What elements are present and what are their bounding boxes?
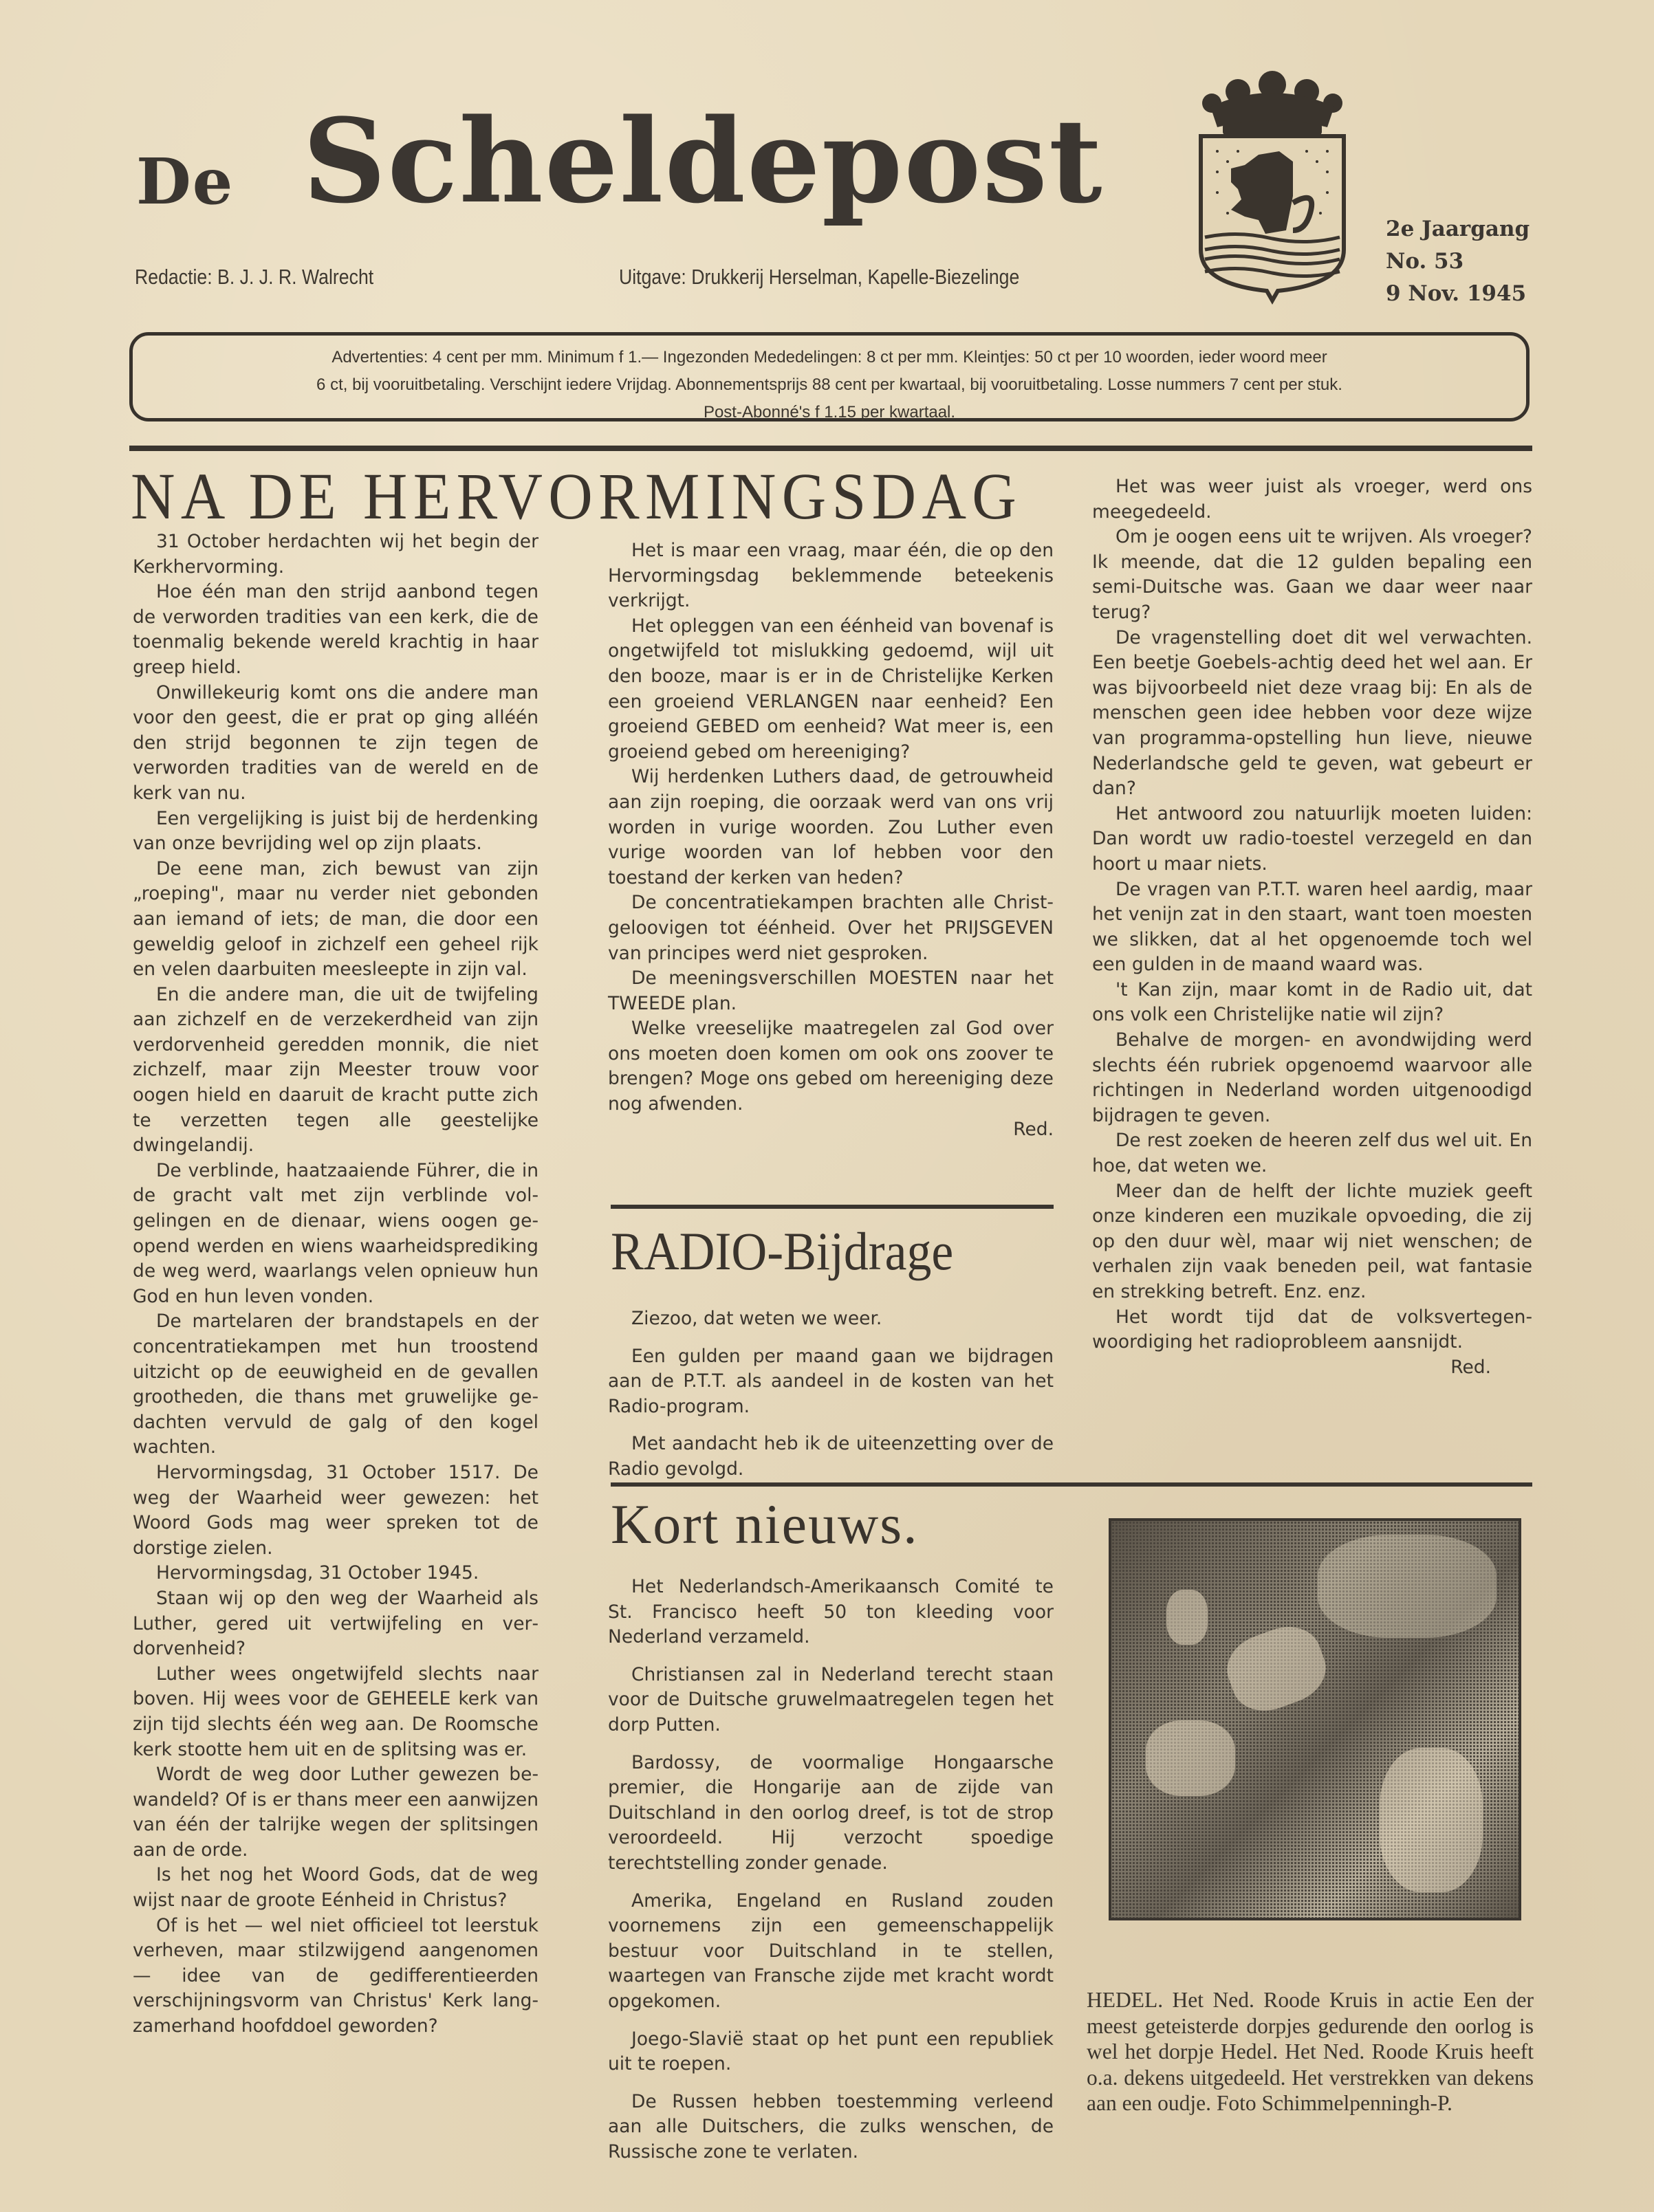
issue-number: No. 53 <box>1386 249 1464 274</box>
paragraph: De rest zoeken de heeren zelf dus wel uit. En hoe, dat weten we. <box>1092 1130 1532 1177</box>
rates-line: 6 ct, bij vooruitbetaling. Verschijnt iedere Vrijdag. Abonnementsprijs 88 cent per kwartaal, bij vooruitbetaling. Losse nummers 7 cent per stuk. <box>316 375 1342 394</box>
article-column-3 <box>1092 474 1532 1380</box>
news-item: De Russen hebben toestemming verleend aan alle Duitschers, die zulks wenschen, de Russische zone te verlaten. <box>608 2090 1054 2162</box>
paragraph: Met aandacht heb ik de uiteenzetting over de Radio gevolgd. <box>608 1433 1054 1480</box>
paragraph: De concentratiekampen brachten alle Christ-geloovigen tot éénheid. Over het PRIJSGEVEN van principes werd niet gesproken. <box>608 892 1054 964</box>
paragraph: Hervormingsdag, 31 October 1945. <box>156 1562 479 1584</box>
photo-highlight <box>1318 1535 1497 1638</box>
signature: Red. <box>1450 1356 1491 1378</box>
paragraph: De eene man, zich bewust van zijn „roeping", maar nu verder niet gebonden aan iemand of iets; de man, die door een geweldig geloof in zichzelf een geheel rijk en velen daarbuiten meesleepte in zijn val. <box>133 857 538 981</box>
paragraph: De martelaren der brandstapels en der concentratiekampen met hun troostend uitzicht op de eeuwigheid en de gevallen grootheden, die thans met gruwelijke gedachten vervuld de galg of den kogel wachten. <box>133 1311 538 1458</box>
halftone-photo-icon <box>1109 1518 1521 1920</box>
photo-caption: HEDEL. Het Ned. Roode Kruis in actie Een der meest geteisterde dorpjes gedurende den oorlog is wel het dorpje Hedel. Het Ned. Roode Kruis heeft o.a. dekens uitgedeeld. Het verstrekken van dekens aan een oudje. Foto Schimmelpenningh-P. <box>1087 1988 1534 2115</box>
paragraph: Onwillekeurig komt ons die andere man voor den geest, die er prat op ging alléén den strijd begonnen te zijn tegen de verworden tradities van de wereld en de kerk van nu. <box>133 681 538 804</box>
photo-highlight <box>1380 1748 1483 1892</box>
short-news-body <box>608 1575 1054 2177</box>
radio-headline: RADIO-Bijdrage <box>611 1221 954 1281</box>
news-item: Bardossy, de voormalige Hongaarsche premier, die Hongarije aan de zijde van Duitschland in den oorlog dreef, is tot de strop veroordeeld. Hij verzocht spoedige terechtstelling zonder genade. <box>608 1751 1054 1874</box>
paragraph: De vragen van P.T.T. waren heel aardig, maar het venijn zat in den staart, want toen moesten we slikken, dat al het opgenoemde toch wel een gulden in de maand waard was. <box>1092 878 1532 976</box>
zeeland-coat-of-arms-icon <box>1190 65 1355 306</box>
rates-line: Advertenties: 4 cent per mm. Minimum f 1.— Ingezonden Mededelingen: 8 ct per mm. Kleintjes: 50 ct per 10 woorden, ieder woord meer <box>331 348 1327 366</box>
paragraph: Hervormingsdag, 31 October 1517. De weg der Waarheid weer gewezen: het Woord Gods mag weer spreken tot de dorstige zielen. <box>133 1461 538 1559</box>
volume: 2e Jaargang <box>1386 217 1530 241</box>
paragraph: Om je oogen eens uit te wrijven. Als vroeger? Ik meende, dat die 12 gulden bepaling een semi-Duitsche was. Gaan we daar weer naar terug? <box>1092 526 1532 623</box>
paragraph: Het antwoord zou natuurlijk moeten luiden: Dan wordt uw radio-toestel verzegeld en dan hoort u maar niets. <box>1092 802 1532 875</box>
paragraph: Het wordt tijd dat de volksvertegenwoordiging het radioprobleem aansnijdt. <box>1092 1306 1532 1353</box>
paragraph: Welke vreeselijke maatregelen zal God over ons moeten doen komen om ook ons zoover te brengen? Moge ons gebed om hereeniging deze nog afwenden. <box>608 1018 1054 1115</box>
news-item: Joego-Slavië staat op het punt een republiek uit te roepen. <box>608 2028 1054 2075</box>
editor-credit: Redactie: B. J. J. R. Walrecht <box>135 265 374 289</box>
paragraph: De verblinde, haatzaaiende Führer, die in de gracht valt met zijn verblinde volgelingen en de dienaar, wiens oogen geopend werden en wiens waarheidsprediking de weg werd, waarlangs velen opnieuw hun God en hun leven vonden. <box>133 1159 538 1307</box>
news-item: Christiansen zal in Nederland terecht staan voor de Duitsche gruwelmaatregelen tegen het dorp Putten. <box>608 1663 1054 1735</box>
paragraph: 31 October herdachten wij het begin der Kerkhervorming. <box>133 531 538 578</box>
paragraph: Luther wees ongetwijfeld slechts naar boven. Hij wees voor de GEHEELE kerk van zijn tijd slechts één weg aan. De Roomsche kerk stootte hem uit en de splitsing was er. <box>133 1663 538 1760</box>
rates-line: Post-Abonné's f 1.15 per kwartaal. <box>703 403 956 421</box>
paragraph: Is het nog het Woord Gods, dat de weg wijst naar de groote Eénheid in Christus? <box>133 1864 538 1912</box>
paragraph: Het was weer juist als vroeger, werd ons meegedeeld. <box>1092 476 1532 523</box>
advertising-rates-box <box>129 332 1530 421</box>
masthead-prefix: De <box>136 144 235 219</box>
paragraph: Of is het — wel niet officieel tot leerstuk verheven, maar stilzwijgend aangenomen — idee van de gedifferentieerden verschijningsvorm van Christus' Kerk langzamerhand hoofddoel geworden? <box>133 1914 538 2037</box>
masthead-title: Scheldepost <box>303 93 1104 229</box>
paragraph: 't Kan zijn, maar komt in de Radio uit, dat ons volk een Christelijke natie wil zijn? <box>1092 978 1532 1026</box>
short-news-headline: Kort nieuws. <box>611 1493 919 1555</box>
paragraph: Een vergelijking is juist bij de herdenking van onze bevrijding wel op zijn plaats. <box>133 807 538 855</box>
paragraph: Meer dan de helft der lichte muziek geeft onze kinderen een muzikale opvoeding, die zij op den duur wèl, maar wij niet wenschen; de verhalen zijn vaak beneden peil, wat fantasie en strekking betreft. Enz. enz. <box>1092 1180 1532 1302</box>
publisher-credit: Uitgave: Drukkerij Herselman, Kapelle-Biezelinge <box>619 265 1020 289</box>
paragraph: De vragenstelling doet dit wel verwachten. Een beetje Goebels-achtig deed het wel aan. Er was bijvoorbeeld niet deze vraag bij: En als de menschen geen idee hebben voor deze wijze van programma-opstelling hun lieve, nieuwe Nederlandsche geld te geven, wat gebeurt er dan? <box>1092 626 1532 800</box>
photo-highlight <box>1146 1720 1235 1796</box>
paragraph: Ziezoo, dat weten we weer. <box>631 1308 882 1329</box>
radio-article-body <box>608 1306 1054 1495</box>
paragraph: Het is maar een vraag, maar één, die op den Hervormingsdag beklemmende beteekenis verkrijgt. <box>608 540 1054 612</box>
section-divider <box>611 1482 1532 1487</box>
photo-highlight <box>1166 1590 1208 1645</box>
paragraph: Hoe één man den strijd aanbond tegen de verworden tradities van een kerk, die de toenmalig bekende wereld krachtig in haar greep hield. <box>133 581 538 678</box>
article-column-1 <box>133 529 538 2039</box>
paragraph: De meeningsverschillen MOESTEN naar het TWEEDE plan. <box>608 967 1054 1014</box>
section-divider <box>129 446 1532 451</box>
paragraph: Behalve de morgen- en avondwijding werd slechts één rubriek opgenoemd waarvoor alle richtingen in Nederland worden uitgenoodigd bijdragen te geven. <box>1092 1029 1532 1126</box>
paragraph: En die andere man, die uit de twijfeling aan zichzelf en de verzekerdheid van zijn verdorvenheid geredden monnik, die niet zichzelf, maar zijn Meester trouw voor oogen hield en daaruit de kracht putte zich te verzetten tegen alle geestelijke dwingelandij. <box>133 983 538 1157</box>
paragraph: Wordt de weg door Luther gewezen bewandeld? Of is er thans meer een aanwijzen van één der talrijke wegen der splitsingen aan de orde. <box>133 1764 538 1861</box>
news-item: Het Nederlandsch-Amerikaansch Comité te St. Francisco heeft 50 ton kleeding voor Nederland verzameld. <box>608 1576 1054 1648</box>
signature: Red. <box>1013 1118 1054 1140</box>
paragraph: Het opleggen van een éénheid van bovenaf is ongetwijfeld tot mislukking gedoemd, wijl uit den booze, maar is er in de Christelijke Kerken een groeiend VERLANGEN naar eenheid? Een groeiend GEBED om eenheid? Wat meer is, een groeiend gebed om hereeniging? <box>608 615 1054 763</box>
issue-date: 9 Nov. 1945 <box>1386 281 1527 306</box>
paragraph: Een gulden per maand gaan we bijdragen aan de P.T.T. als aandeel in de kosten van het Radio-program. <box>608 1345 1054 1417</box>
main-headline: NA DE HERVORMINGSDAG <box>131 459 1023 533</box>
article-column-2 <box>608 538 1054 1142</box>
issue-info <box>1386 213 1530 310</box>
news-item: Amerika, Engeland en Rusland zouden voornemens zijn een gemeenschappelijk bestuur voor Duitschland in te stellen, waartegen van Fransche zijde met kracht wordt opgekomen. <box>608 1890 1054 2012</box>
section-divider <box>611 1205 1054 1209</box>
photo-highlight <box>1218 1617 1334 1720</box>
paragraph: Staan wij op den weg der Waarheid als Luther, gered uit vertwijfeling en verdorvenheid? <box>133 1587 538 1660</box>
paragraph: Wij herdenken Luthers daad, de getrouwheid aan zijn roeping, die oorzaak werd van ons vrij worden in vurige woorden. Zou Luther even vurige woorden van lof hebben voor den toestand der kerken van heden? <box>608 766 1054 888</box>
